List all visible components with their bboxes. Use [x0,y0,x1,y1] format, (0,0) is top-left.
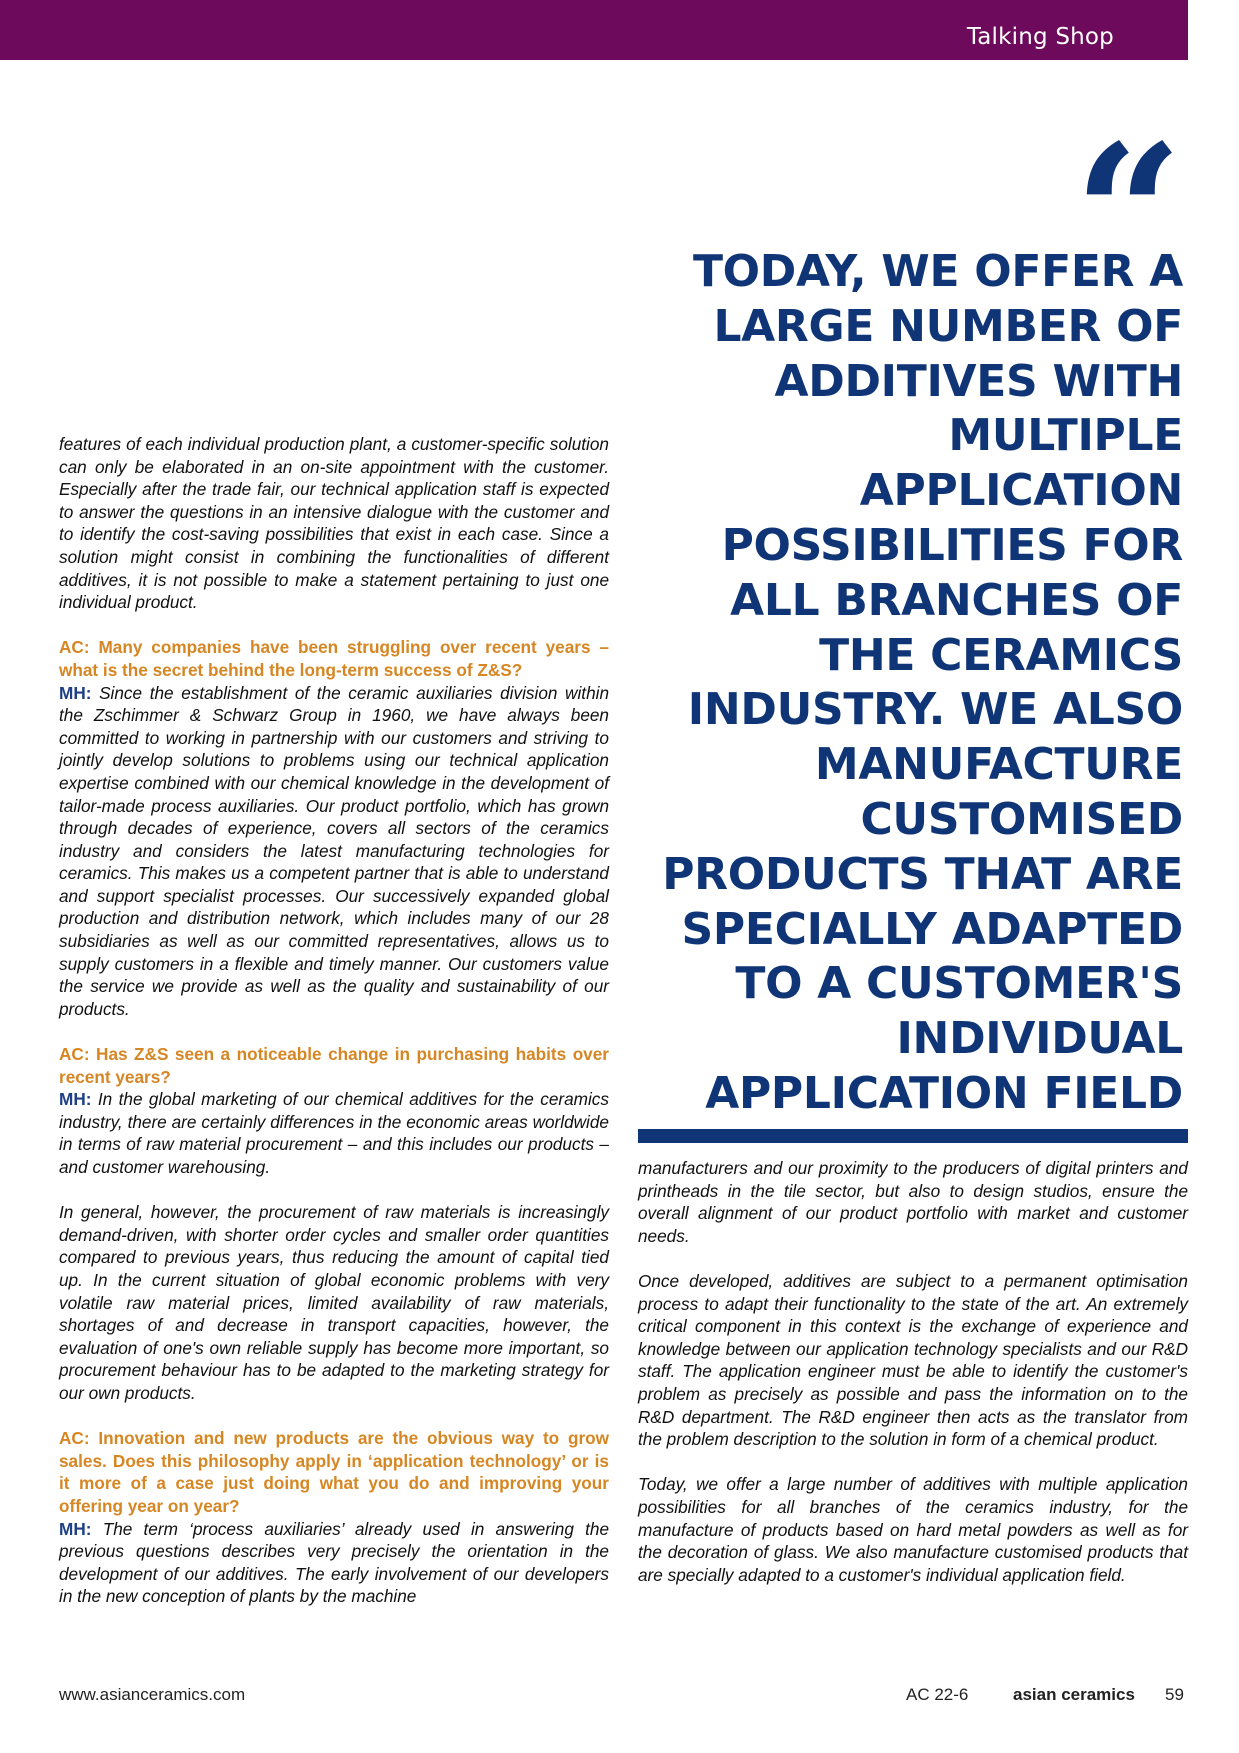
answer-text: The term ‘process auxiliaries’ already used in answering the previous questions describes very precisely the orientation in the development of our additives. The early involvement of our developers in the new conception of plants by the machine [59,1518,609,1607]
answer-text: In the global marketing of our chemical additives for the ceramics industry, there are certainly differences in the economic areas worldwide in terms of raw material procurement – and this includes our products – and customer warehousing. [59,1089,609,1177]
footer-issue: AC 22-6 [906,1685,969,1704]
paragraph: manufacturers and our proximity to the producers of digital printers and printheads in the tile sector, but also to design studios, ensure the overall alignment of our product portfolio with market and customer needs. [638,1158,1188,1246]
right-column [638,1157,1188,1609]
quote-mark-icon: “ [1073,103,1183,326]
page-number: 59 [1165,1685,1184,1704]
footer-url: www.asianceramics.com [59,1685,246,1704]
question-heading: AC: Many companies have been struggling over recent years – what is the secret behind the long-term success of Z&S? [59,637,609,680]
section-label: Talking Shop [966,24,1114,50]
header-band [0,0,1188,60]
answer-paragraph [59,1518,609,1608]
paragraph: In general, however, the procurement of raw materials is increasingly demand-driven, with shorter order cycles and smaller order quantities compared to previous years, thus reducing the amount of capital tied up. In the current situation of global economic problems with very volatile raw material prices, limited availability of raw materials, shortages of and decrease in transport capacities, however, the evaluation of one's own reliable supply has become more important, so procurement behaviour has to be adapted to the marketing strategy for our own products. [59,1202,609,1403]
answer-paragraph [59,1088,609,1178]
answer-paragraph [59,682,609,1021]
speaker-label: MH: [59,682,92,703]
answer-text: Since the establishment of the ceramic auxiliaries division within the Zschimmer & Schwarz Group in 1960, we have always been committed to working in partnership with our customers and striving to jointly develop solutions to problems using our technical application expertise combined with our chemical knowledge in the development of tailor-made process auxiliaries. Our product portfolio, which has grown through decades of experience, covers all sectors of the ceramics industry and considers the latest manufacturing technologies for ceramics. This makes us a competent partner that is able to understand and support specialist processes. Our successively expanded global production and distribution network, which includes many of our 28 subsidiaries as well as our committed representatives, allows us to supply customers in a flexible and timely manner. Our customers value the service we provide as well as the quality and sustainability of our products. [59,682,609,1019]
quote-divider [638,1129,1188,1143]
paragraph: features of each individual production plant, a customer-specific solution can only be elaborated in an on-site appointment with the customer. Especially after the trade fair, our technical application staff is expected to answer the questions in an intensive dialogue with the customer and to identify the cost-saving possibilities that exist in each case. Since a solution might consist in combining the functionalities of different additives, it is not possible to make a statement pertaining to just one individual product. [59,434,609,613]
pull-quote: TODAY, WE OFFER A LARGE NUMBER OF ADDITIVES WITH MULTIPLE APPLICATION POSSIBILITIES FOR ALL BRANCHES OF THE CERAMICS INDUSTRY. WE ALSO MANUFACTURE CUSTOMISED PRODUCTS THAT ARE SPECIALLY ADAPTED TO A CUSTOMER'S INDIVIDUAL APPLICATION FIELD [662,246,1183,1119]
footer-magazine: asian ceramics [1013,1685,1135,1704]
question-heading: AC: Innovation and new products are the obvious way to grow sales. Does this philosophy apply in ‘application technology’ or is it more of a case just doing what you do and improving your offering year on year? [59,1428,609,1516]
paragraph: Once developed, additives are subject to a permanent optimisation process to adapt their functionality to the state of the art. An extremely critical component in this context is the exchange of experience and knowledge between our application technology specialists and our R&D staff. The application engineer must be able to identify the customer's problem as precisely as possible and pass the information on to the R&D department. The R&D engineer then acts as the translator from the problem description to the solution in form of a chemical product. [638,1270,1188,1450]
paragraph: Today, we offer a large number of additives with multiple application possibilities for all branches of the ceramics industry, for the manufacture of products based on hard metal powders as well as for the decoration of glass. We also manufacture customised products that are specially adapted to a customer's individual application field. [638,1474,1188,1585]
speaker-label: MH: [59,1089,92,1110]
left-column [59,433,609,1630]
question-heading: AC: Has Z&S seen a noticeable change in purchasing habits over recent years? [59,1044,609,1087]
speaker-label: MH: [59,1518,92,1539]
